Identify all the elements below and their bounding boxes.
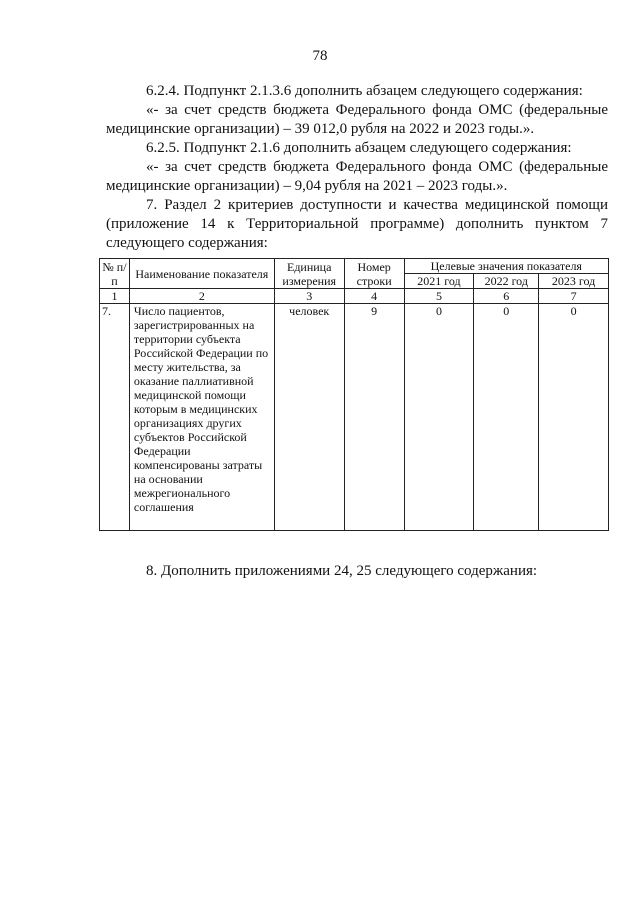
paragraph-7: [106, 196, 608, 253]
paragraph-line: следующего содержания:: [106, 235, 268, 251]
paragraph-line: (приложение 14 к Территориальной программе) дополнить пунктом 7: [106, 216, 608, 232]
header-row-number: Номер строки: [344, 259, 404, 289]
column-number: 6: [474, 289, 539, 304]
paragraph-line: медицинские организации) – 9,04 рубля на 2021 – 2023 годы.».: [106, 178, 508, 194]
paragraph-8: 8. Дополнить приложениями 24, 25 следующего содержания:: [146, 563, 538, 579]
header-2022: 2022 год: [474, 274, 539, 289]
paragraph-line: 6.2.5. Подпункт 2.1.6 дополнить абзацем следующего содержания:: [146, 140, 572, 156]
paragraph-line: «- за счет средств бюджета Федерального фонда ОМС (федеральные: [146, 102, 608, 118]
column-number: 4: [344, 289, 404, 304]
table-header-row: [100, 259, 609, 274]
header-2023: 2023 год: [539, 274, 609, 289]
column-number: 2: [129, 289, 274, 304]
row-num: 7.: [100, 304, 130, 531]
paragraph-line: «- за счет средств бюджета Федерального фонда ОМС (федеральные: [146, 159, 608, 175]
paragraph-6-2-4: [106, 82, 608, 139]
column-number: 7: [539, 289, 609, 304]
header-unit: Единица измерения: [274, 259, 344, 289]
paragraph-6-2-5: [106, 139, 608, 196]
row-value-2021: 0: [404, 304, 474, 531]
row-line-number: 9: [344, 304, 404, 531]
row-indicator-name: Число пациентов, зарегистрированных на территории субъекта Российской Федерации по месту жительства, за оказание паллиативной медицинской помощи которым в медицинских организациях других субъектов Российской Федерации компенсированы затраты на основании межрегионального соглашения: [129, 304, 274, 531]
header-num: № п/п: [100, 259, 130, 289]
paragraph-line: 6.2.4. Подпункт 2.1.3.6 дополнить абзацем следующего содержания:: [146, 83, 583, 99]
column-number: 5: [404, 289, 474, 304]
column-numbers-row: [100, 289, 609, 304]
header-2021: 2021 год: [404, 274, 474, 289]
criteria-table: [99, 258, 609, 531]
row-value-2022: 0: [474, 304, 539, 531]
column-number: 3: [274, 289, 344, 304]
page-number: 78: [312, 48, 328, 64]
row-unit: человек: [274, 304, 344, 531]
header-name: Наименование показателя: [129, 259, 274, 289]
paragraph-line: 7. Раздел 2 критериев доступности и качества медицинской помощи: [146, 197, 608, 213]
table-row: [100, 304, 609, 531]
column-number: 1: [100, 289, 130, 304]
header-target-values: Целевые значения показателя: [404, 259, 608, 274]
paragraph-line: медицинские организации) – 39 012,0 рубля на 2022 и 2023 годы.».: [106, 121, 535, 137]
row-value-2023: 0: [539, 304, 609, 531]
